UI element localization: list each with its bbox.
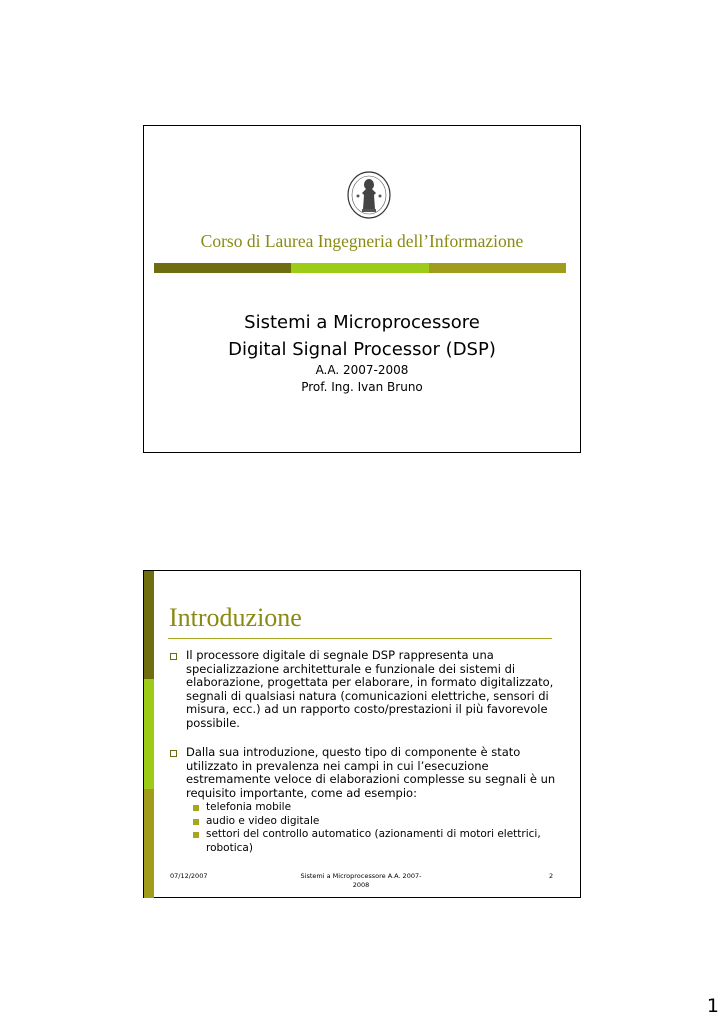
sub-bullet-item — [206, 815, 556, 829]
title-underline — [168, 638, 552, 639]
sub-bullet-text: settori del controllo automatico (azionamenti di motori elettrici, robotica) — [206, 828, 541, 854]
bullet-text: Il processore digitale di segnale DSP rappresenta una specializzazione architetturale e funzionale dei sistemi di elaborazione, progettata per elaborare, in formato digitalizzato, segnali di qualsiasi natura (comunicazioni elettriche, sensori di misura, ecc.) ad un rapporto costo/prestazioni il più favorevole possibile. — [186, 648, 554, 730]
course-title: Corso di Laurea Ingegneria dell’Informazione — [200, 231, 524, 251]
sidebar-segment — [144, 679, 154, 789]
bullet-item — [186, 746, 556, 800]
academic-year: A.A. 2007-2008 — [315, 363, 409, 377]
title-slide — [143, 125, 581, 453]
slide-title: Introduzione — [169, 603, 302, 632]
sidebar-segment — [144, 571, 154, 679]
footer-course: Sistemi a Microprocessore A.A. 2007-2008 — [300, 872, 422, 889]
university-seal-logo — [346, 170, 392, 220]
sub-bullet-text: audio e video digitale — [206, 814, 320, 827]
filled-square-bullet-icon — [193, 832, 199, 838]
sub-bullet-item — [206, 801, 556, 815]
footer-date: 07/12/2007 — [170, 872, 208, 880]
professor-name: Prof. Ing. Ivan Bruno — [301, 380, 423, 394]
color-bar-segment — [429, 263, 566, 273]
slide-title-line1: Sistemi a Microprocessore — [244, 312, 480, 333]
slide-sidebar — [144, 571, 154, 897]
bullet-item — [186, 649, 556, 731]
slide-title-line2: Digital Signal Processor (DSP) — [228, 339, 496, 360]
footer-slide-number: 2 — [549, 872, 554, 880]
filled-square-bullet-icon — [193, 819, 199, 825]
square-bullet-icon — [170, 750, 177, 757]
filled-square-bullet-icon — [193, 805, 199, 811]
color-bar-segment — [291, 263, 428, 273]
page-number: 1 — [706, 995, 719, 1017]
sidebar-segment — [144, 789, 154, 898]
bullet-text: Dalla sua introduzione, questo tipo di componente è stato utilizzato in prevalenza nei campi in cui l’esecuzione estremamente veloce di elaborazioni complesse su segnali è un requisito importante, come ad esempio: — [186, 745, 556, 800]
sub-bullet-item — [206, 828, 556, 855]
square-bullet-icon — [170, 653, 177, 660]
sub-bullet-text: telefonia mobile — [206, 801, 292, 813]
color-bar-segment — [154, 263, 291, 273]
decorative-color-bar — [154, 263, 566, 273]
intro-slide — [143, 570, 581, 898]
sub-bullet-list — [206, 801, 556, 855]
